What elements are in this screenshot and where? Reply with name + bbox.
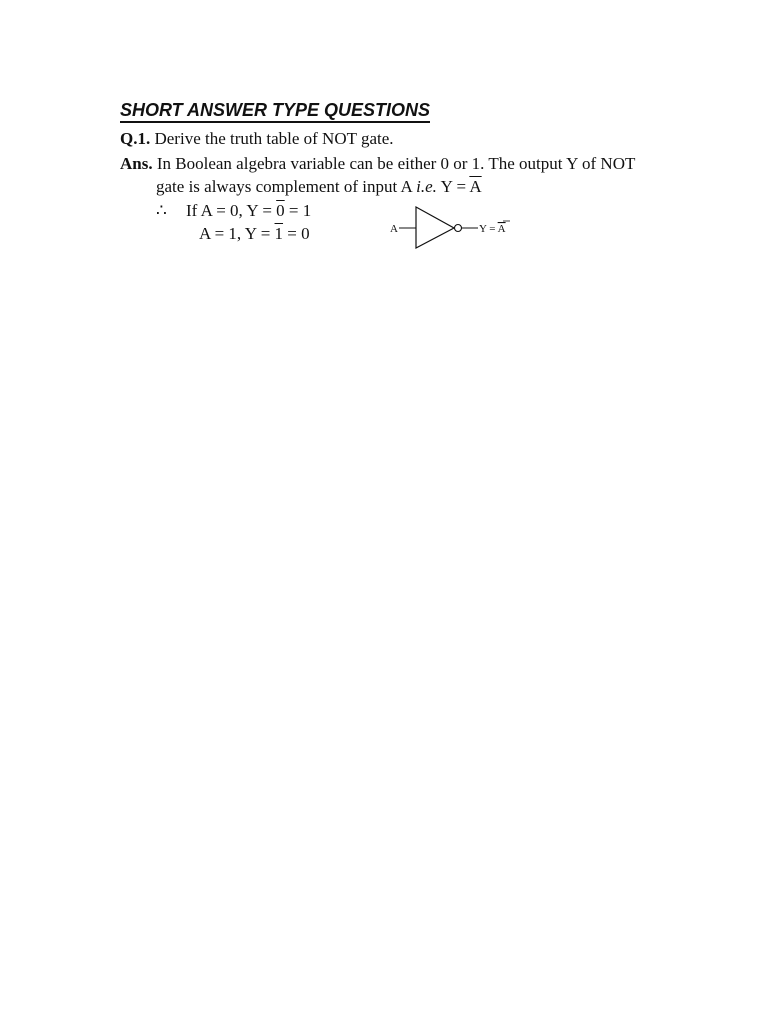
answer-label: Ans. xyxy=(120,154,153,173)
complement-eq-bar: $\overline{A}$ xyxy=(469,177,482,196)
answer-text-1: In Boolean algebra variable can be either 0 or 1. The output Y of NOT xyxy=(156,154,636,173)
step2-bar-value: 1 xyxy=(274,224,284,243)
step1-post: = 1 xyxy=(288,201,312,220)
gate-input-label: A xyxy=(390,223,398,235)
complement-eq-left: Y = xyxy=(440,177,467,196)
ie-abbrev: i.e. xyxy=(416,177,437,196)
step1-bar-value: 0 xyxy=(276,201,285,220)
question-line xyxy=(120,128,394,150)
step2-post: = 0 xyxy=(287,224,310,243)
derivation-step-1 xyxy=(156,200,311,222)
answer-line-2 xyxy=(156,176,482,198)
derivation-step-2 xyxy=(199,223,310,245)
question-number: Q.1. xyxy=(120,129,151,148)
answer-text-2: gate is always complement of input A xyxy=(156,177,412,196)
therefore-symbol: ∴ xyxy=(156,201,167,220)
step1-pre: If A = 0, Y = xyxy=(186,201,272,220)
answer-line-1 xyxy=(120,153,635,175)
step2-pre: A = 1, Y = xyxy=(199,224,271,243)
section-heading: SHORT ANSWER TYPE QUESTIONS xyxy=(120,99,430,123)
output-label-bar: A xyxy=(497,223,506,235)
question-text: Derive the truth table of NOT gate. xyxy=(154,129,394,148)
buffer-triangle xyxy=(416,207,454,248)
gate-output-label xyxy=(479,223,506,235)
inversion-bubble xyxy=(455,225,462,232)
not-gate-diagram xyxy=(386,204,516,252)
output-label-pre: Y = xyxy=(479,223,496,235)
